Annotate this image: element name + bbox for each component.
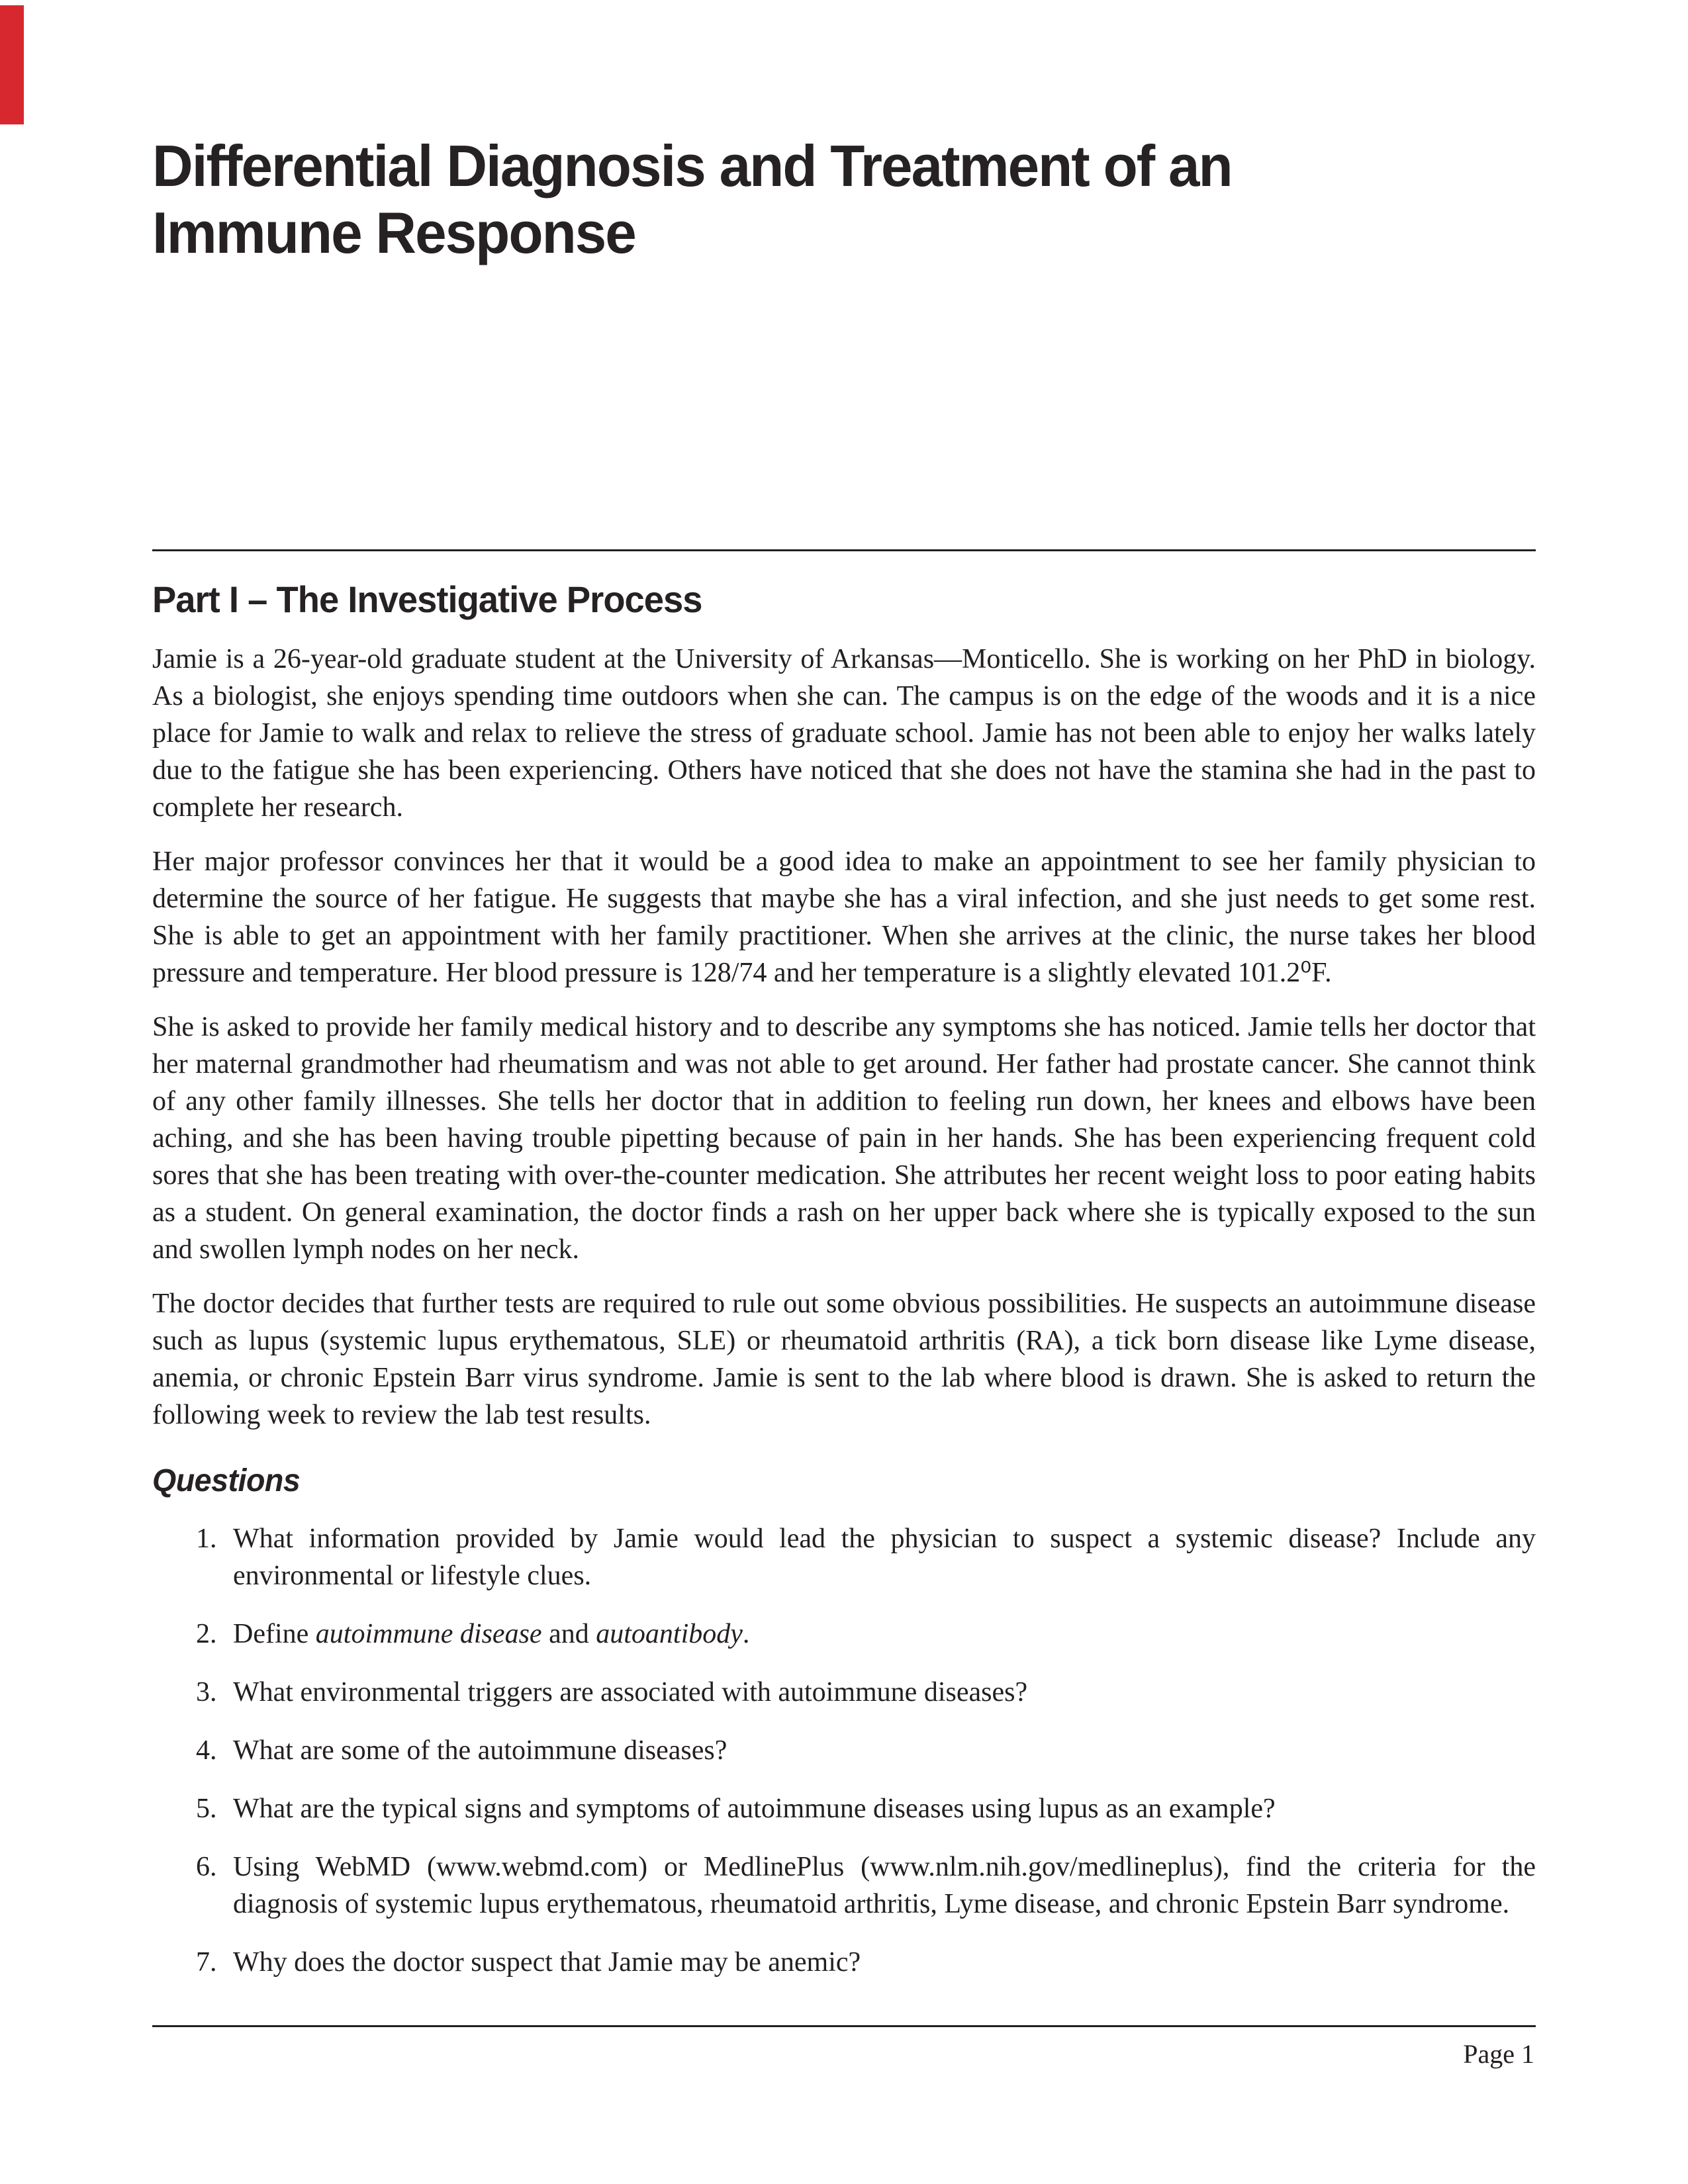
page-title-line: Immune Response	[152, 200, 635, 266]
paragraph: Her major professor convinces her that it would be a good idea to make an appointment to see her family physician to determine the source of her fatigue. He suggests that maybe she has a viral infection, and she just needs to get some rest. She is able to get an appointment with her family practitioner. When she arrives at the clinic, the nurse takes her blood pressure and temperature. Her blood pressure is 128/74 and her temperature is a slightly elevated 101.2⁰F.	[152, 846, 1536, 989]
page-title	[152, 0, 1494, 266]
section-divider	[152, 549, 1536, 551]
question-text: Why does the doctor suspect that Jamie may be anemic?	[233, 1947, 861, 1978]
question-number: 6.	[196, 1852, 217, 1883]
question-text: Using WebMD (www.webmd.com) or MedlinePlus (www.nlm.nih.gov/medlineplus), find the criteria for the diagnosis of systemic lupus erythematous, rheumatoid arthritis, Lyme disease, and chronic Epstein Barr syndrome.	[233, 1852, 1536, 1920]
paragraph: Jamie is a 26-year-old graduate student at the University of Arkansas—Monticello. She is working on her PhD in biology. As a biologist, she enjoys spending time outdoors when she can. The campus is on the edge of the woods and it is a nice place for Jamie to walk and relax to relieve the stress of graduate school. Jamie has not been able to enjoy her walks lately due to the fatigue she has been experiencing. Others have noticed that she does not have the stamina she had in the past to complete her research.	[152, 644, 1536, 823]
paragraph: The doctor decides that further tests are required to rule out some obvious possibilities. He suspects an autoimmune disease such as lupus (systemic lupus erythematous, SLE) or rheumatoid arthritis (RA), a tick born disease like Lyme disease, anemia, or chronic Epstein Barr virus syndrome. Jamie is sent to the lab where blood is drawn. She is asked to return the following week to review the lab test results.	[152, 1289, 1536, 1431]
questions-heading: Questions	[152, 1463, 301, 1499]
question-number: 2.	[196, 1619, 217, 1650]
page-title-line: Differential Diagnosis and Treatment of an	[152, 133, 1232, 199]
question-item	[196, 1944, 1536, 1981]
question-item	[196, 1790, 1536, 1827]
part1-paragraphs	[152, 641, 1536, 1433]
corner-accent-mark	[0, 5, 24, 124]
footer-divider	[152, 2025, 1536, 2027]
question-number: 3.	[196, 1677, 217, 1708]
question-number: 7.	[196, 1947, 217, 1978]
part1-heading: Part I – The Investigative Process	[152, 578, 702, 621]
question-item	[196, 1520, 1536, 1594]
question-text: What environmental triggers are associated with autoimmune diseases?	[233, 1677, 1028, 1708]
question-item	[196, 1615, 1536, 1653]
question-item	[196, 1674, 1536, 1711]
question-number: 4.	[196, 1735, 217, 1766]
question-number: 5.	[196, 1794, 217, 1825]
paragraph: She is asked to provide her family medical history and to describe any symptoms she has noticed. Jamie tells her doctor that her maternal grandmother had rheumatism and was not able to get around. Her father had prostate cancer. She cannot think of any other family illnesses. She tells her doctor that in addition to feeling run down, her knees and elbows have been aching, and she has been having trouble pipetting because of pain in her hands. She has been experiencing frequent cold sores that she has been treating with over-the-counter medication. She attributes her recent weight loss to poor eating habits as a student. On general examination, the doctor finds a rash on her upper back where she is typically exposed to the sun and swollen lymph nodes on her neck.	[152, 1012, 1536, 1265]
question-item	[196, 1732, 1536, 1769]
question-text: Define autoimmune disease and autoantibody.	[233, 1619, 750, 1650]
question-text: What are the typical signs and symptoms of autoimmune diseases using lupus as an example?	[233, 1794, 1276, 1825]
question-item	[196, 1848, 1536, 1923]
page-number: Page 1	[1463, 2039, 1534, 2069]
question-text: What information provided by Jamie would lead the physician to suspect a systemic disease? Include any environmental or lifestyle clues.	[233, 1524, 1536, 1592]
question-number: 1.	[196, 1524, 217, 1555]
questions-list	[152, 1520, 1536, 1981]
question-text: What are some of the autoimmune diseases?	[233, 1735, 727, 1766]
